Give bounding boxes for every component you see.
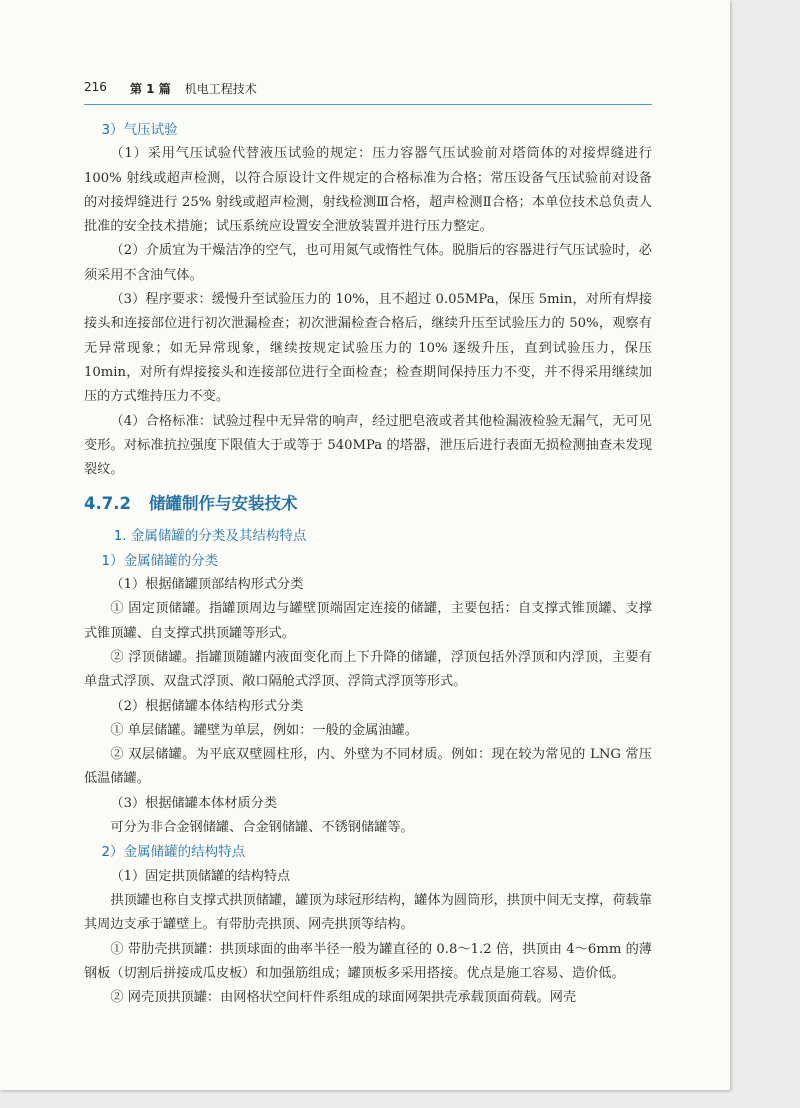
paragraph: ② 浮顶储罐。指罐顶随罐内液面变化而上下升降的储罐，浮顶包括外浮顶和内浮顶，主要有单盘式浮顶、双盘式浮顶、敞口隔舱式浮顶、浮筒式浮顶等形式。 — [84, 649, 652, 690]
subsubsection-heading: 1）金属储罐的分类 — [101, 552, 219, 569]
section-number: 4.7.2 — [84, 494, 131, 514]
paragraph: 拱顶罐也称自支撑式拱顶储罐，罐顶为球冠形结构，罐体为圆筒形，拱顶中间无支撑，荷载靠其周边支承于罐壁上。有带肋壳拱顶、网壳拱顶等结构。 — [84, 892, 652, 933]
part-label: 第 1 篇 — [130, 82, 171, 96]
paragraph: （3）程序要求：缓慢升至试验压力的 10%，且不超过 0.05MPa，保压 5min，对所有焊接接头和连接部位进行初次泄漏检查；初次泄漏检查合格后，继续升压至试验压力的 50%，观察有无异常现象；如无异常现象，继续按规定试验压力的 10% 逐级升压，直到试验压力，保压 10min，对所有焊接接头和连接部位进行全面检查；检查期间保持压力不变，并不得采用继续加压的方式维持压力不变。 — [84, 292, 652, 405]
paragraph: （1）固定拱顶储罐的结构特点 — [110, 868, 291, 884]
subsection-heading-air-pressure-test: 3）气压试验 — [101, 122, 178, 138]
paragraph: ② 双层储罐。为平底双壁圆柱形，内、外壁为不同材质。例如：现在较为常见的 LNG 常压低温储罐。 — [84, 747, 652, 787]
running-header — [84, 80, 652, 105]
paragraph: 可分为非合金钢储罐、合金钢储罐、不锈钢储罐等。 — [110, 820, 414, 836]
paragraph: （2）介质宜为干燥洁净的空气，也可用氮气或惰性气体。脱脂后的容器进行气压试验时，必须采用不含油气体。 — [84, 243, 652, 283]
paragraph: （3）根据储罐本体材质分类 — [110, 795, 278, 811]
page-body — [84, 118, 652, 1010]
subsection-heading-classification: 1. 金属储罐的分类及其结构特点 — [113, 528, 307, 545]
part-title: 机电工程技术 — [184, 82, 257, 96]
paragraph: （2）根据储罐本体结构形式分类 — [110, 698, 304, 714]
section-title: 储罐制作与安装技术 — [148, 494, 298, 514]
paragraph: （1）根据储罐顶部结构形式分类 — [110, 577, 304, 593]
paragraph: ① 固定顶储罐。指罐顶周边与罐壁顶端固定连接的储罐，主要包括：自支撑式锥顶罐、支撑式锥顶罐、自支撑式拱顶罐等形式。 — [84, 601, 652, 641]
paragraph: ② 网壳顶拱顶罐：由网格状空间杆件系组成的球面网架拱壳承载顶面荷载。网壳 — [110, 990, 577, 1006]
paragraph: ① 带肋壳拱顶罐：拱顶球面的曲率半径一般为罐直径的 0.8～1.2 倍，拱顶由 4～6mm 的薄钢板（切割后拼接成瓜皮板）和加强筋组成；罐顶板多采用搭接。优点是施工容易、造价低。 — [84, 941, 652, 981]
page-number: 216 — [84, 80, 107, 94]
paragraph: （4）合格标准：试验过程中无异常的响声，经过肥皂液或者其他检漏液检验无漏气，无可见变形。对标准抗拉强度下限值大于或等于 540MPa 的塔器，泄压后进行表面无损检测抽查未发现裂纹。 — [84, 413, 652, 478]
subsubsection-heading: 2）金属储罐的结构特点 — [101, 844, 246, 861]
paragraph: （1）采用气压试验代替液压试验的规定：压力容器气压试验前对塔筒体的对接焊缝进行 100% 射线或超声检测，以符合原设计文件规定的合格标准为合格；常压设备气压试验前对设备的对接焊缝进行 25% 射线或超声检测，射线检测Ⅲ合格，超声检测Ⅱ合格；本单位技术总负责人批准的安全技术措施；试压系统应设置安全泄放装置并进行压力整定。 — [84, 146, 652, 235]
section-heading — [84, 492, 652, 516]
paragraph: ① 单层储罐。罐壁为单层，例如：一般的金属油罐。 — [110, 722, 418, 738]
